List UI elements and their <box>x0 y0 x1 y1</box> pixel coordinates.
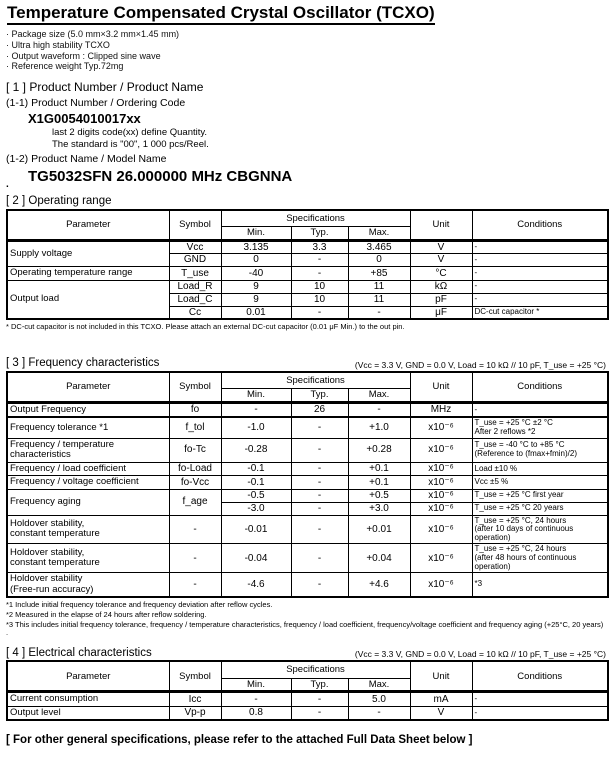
table-cell: x10⁻⁶ <box>410 573 472 598</box>
table-cell: - <box>472 692 608 707</box>
table-cell: 5.0 <box>348 692 410 707</box>
table-cell: Load ±10 % <box>472 462 608 476</box>
table-cell: - <box>291 692 348 707</box>
table-cell: °C <box>410 267 472 281</box>
table-row <box>7 402 608 417</box>
table-cell: -3.0 <box>221 502 291 515</box>
column-header: Specifications <box>221 210 410 227</box>
table-cell: Frequency tolerance *1 <box>7 417 169 438</box>
table-cell: -4.6 <box>221 573 291 598</box>
table-cell: x10⁻⁶ <box>410 438 472 462</box>
table-cell: x10⁻⁶ <box>410 476 472 490</box>
column-header: Symbol <box>169 372 221 403</box>
column-header: Parameter <box>7 210 169 241</box>
table-cell: x10⁻⁶ <box>410 502 472 515</box>
table-cell: *3 <box>472 573 608 598</box>
section-1-2-label: (1-2) Product Name / Model Name <box>6 153 167 166</box>
table-cell: mA <box>410 692 472 707</box>
table-cell: +0.04 <box>348 544 410 573</box>
table-cell: fo <box>169 402 221 417</box>
table-cell: -0.1 <box>221 462 291 476</box>
column-subheader: Max. <box>348 678 410 692</box>
column-subheader: Min. <box>221 389 291 403</box>
table-cell: - <box>348 306 410 319</box>
table-cell: -0.04 <box>221 544 291 573</box>
table-cell: x10⁻⁶ <box>410 489 472 502</box>
section-2-heading: [ 2 ] Operating range <box>6 195 112 208</box>
table-cell: - <box>472 706 608 720</box>
table-cell: x10⁻⁶ <box>410 462 472 476</box>
page-title-text: Temperature Compensated Crystal Oscillator (TCXO) <box>7 3 435 25</box>
table-cell: - <box>291 417 348 438</box>
column-subheader: Max. <box>348 227 410 241</box>
table-cell: 10 <box>291 293 348 306</box>
table-row <box>7 515 608 544</box>
table-row <box>7 706 608 720</box>
table-row <box>7 417 608 438</box>
table-cell: 11 <box>348 293 410 306</box>
table-cell: DC-cut capacitor * <box>472 306 608 319</box>
column-header: Specifications <box>221 372 410 389</box>
column-header: Conditions <box>472 210 608 241</box>
model-name: TG5032SFN 26.000000 MHz CBGNNA <box>28 168 293 186</box>
table-cell: V <box>410 706 472 720</box>
table-cell: 0 <box>221 254 291 267</box>
table-cell: +0.1 <box>348 462 410 476</box>
table-cell: Vp-p <box>169 706 221 720</box>
table-cell: Output load <box>7 280 169 319</box>
table-row <box>7 544 608 573</box>
table-cell: GND <box>169 254 221 267</box>
column-header: Conditions <box>472 661 608 692</box>
table-cell: - <box>291 462 348 476</box>
table-cell: V <box>410 240 472 254</box>
table-cell: fo-Load <box>169 462 221 476</box>
table-cell: - <box>348 402 410 417</box>
table-cell: 9 <box>221 280 291 293</box>
table-cell: x10⁻⁶ <box>410 544 472 573</box>
table-cell: 9 <box>221 293 291 306</box>
frequency-characteristics-table <box>6 371 609 598</box>
table-cell: 0.8 <box>221 706 291 720</box>
table-cell: 10 <box>291 280 348 293</box>
table-cell: - <box>291 706 348 720</box>
table-cell: - <box>472 267 608 281</box>
stray-dot: . <box>6 179 9 190</box>
table-cell: fo-Vcc <box>169 476 221 490</box>
table-cell: Vcc ±5 % <box>472 476 608 490</box>
table-cell: Frequency / temperature characteristics <box>7 438 169 462</box>
table-cell: +0.01 <box>348 515 410 544</box>
feature-item-package-size: · Package size (5.0 mm×3.2 mm×1.45 mm) <box>6 29 180 39</box>
section-3-heading-row <box>6 357 606 370</box>
table-cell: - <box>348 706 410 720</box>
table-row <box>7 438 608 462</box>
table-cell: 0 <box>348 254 410 267</box>
ordering-code-note-2: The standard is "00", 1 000 pcs/Reel. <box>52 139 209 151</box>
column-header: Parameter <box>7 372 169 403</box>
section-1-1-label: (1-1) Product Number / Ordering Code <box>6 97 186 110</box>
table-cell: - <box>472 293 608 306</box>
section-4-heading: [ 4 ] Electrical characteristics <box>6 646 152 659</box>
table-cell: 3.135 <box>221 240 291 254</box>
table-cell: Holdover stability, constant temperature <box>7 544 169 573</box>
table-cell: - <box>291 489 348 502</box>
table-cell: V <box>410 254 472 267</box>
table-cell: T_use <box>169 267 221 281</box>
table-cell: +0.28 <box>348 438 410 462</box>
table-cell: -0.1 <box>221 476 291 490</box>
column-subheader: Typ. <box>291 227 348 241</box>
column-subheader: Typ. <box>291 389 348 403</box>
feature-item-stability: · Ultra high stability TCXO <box>6 39 110 50</box>
table-cell: -0.5 <box>221 489 291 502</box>
table-cell: - <box>472 280 608 293</box>
table-cell: 3.3 <box>291 240 348 254</box>
table-row <box>7 692 608 707</box>
table-cell: f_age <box>169 489 221 515</box>
table-cell: T_use = +25 °C first year <box>472 489 608 502</box>
table-cell: Output Frequency <box>7 402 169 417</box>
table-cell: +0.1 <box>348 476 410 490</box>
table-cell: T_use = +25 °C 20 years <box>472 502 608 515</box>
table-row <box>7 240 608 254</box>
full-datasheet-reference-note: [ For other general specifications, please refer to the attached Full Data Sheet below ] <box>6 734 473 747</box>
column-header: Specifications <box>221 661 410 678</box>
table-cell: 26 <box>291 402 348 417</box>
table-cell: -0.28 <box>221 438 291 462</box>
table-row <box>7 489 608 502</box>
table-row <box>7 573 608 598</box>
table-cell: Current consumption <box>7 692 169 707</box>
column-header: Symbol <box>169 661 221 692</box>
table-cell: -1.0 <box>221 417 291 438</box>
table-cell: +85 <box>348 267 410 281</box>
feature-item-waveform: · Output waveform : Clipped sine wave <box>6 50 161 61</box>
table-row <box>7 462 608 476</box>
table-cell: f_tol <box>169 417 221 438</box>
table-cell: T_use = +25 °C, 24 hours (after 10 days of continuous operation) <box>472 515 608 544</box>
table-cell: x10⁻⁶ <box>410 417 472 438</box>
table-cell: - <box>291 476 348 490</box>
table-cell: - <box>291 544 348 573</box>
column-header: Unit <box>410 210 472 241</box>
column-header: Unit <box>410 661 472 692</box>
table-cell: - <box>291 573 348 598</box>
column-header: Unit <box>410 372 472 403</box>
table-cell: Load_C <box>169 293 221 306</box>
table-cell: -0.01 <box>221 515 291 544</box>
table-cell: - <box>472 254 608 267</box>
footnote-1: *1 Include initial frequency tolerance and frequency deviation after reflow cycles. <box>6 600 273 610</box>
column-header: Parameter <box>7 661 169 692</box>
table-cell: - <box>291 267 348 281</box>
column-subheader: Max. <box>348 389 410 403</box>
column-header: Conditions <box>472 372 608 403</box>
table-cell: Cc <box>169 306 221 319</box>
table-cell: T_use = -40 °C to +85 °C (Reference to (fmax+fmin)/2) <box>472 438 608 462</box>
table-cell: 3.465 <box>348 240 410 254</box>
ordering-code-note-1: last 2 digits code(xx) define Quantity. <box>52 127 208 139</box>
table-cell: - <box>221 692 291 707</box>
table-row <box>7 267 608 281</box>
table-cell: T_use = +25 °C, 24 hours (after 48 hours of continuous operation) <box>472 544 608 573</box>
table-row <box>7 476 608 490</box>
table-cell: Supply voltage <box>7 240 169 267</box>
table-cell: - <box>169 544 221 573</box>
table-cell: - <box>291 515 348 544</box>
table-cell: Icc <box>169 692 221 707</box>
table-cell: x10⁻⁶ <box>410 515 472 544</box>
ordering-code: X1G0054010017xx <box>28 111 141 127</box>
section-4-heading-row <box>6 647 606 660</box>
table-cell: Holdover stability (Free-run accuracy) <box>7 573 169 598</box>
table-cell: 0.01 <box>221 306 291 319</box>
feature-item-weight: · Reference weight Typ.72mg <box>6 61 124 72</box>
table-cell: +1.0 <box>348 417 410 438</box>
table-cell: Output level <box>7 706 169 720</box>
footnote-3: *3 This includes initial frequency tolerance, frequency / temperature characteristics, frequency / load coefficient, frequency/voltage coefficient and frequency aging (+25°C, 20 years) . <box>6 619 604 637</box>
section-3-heading: [ 3 ] Frequency characteristics <box>6 357 160 370</box>
table-cell: Frequency / voltage coefficient <box>7 476 169 490</box>
dc-cut-capacitor-footnote: * DC-cut capacitor is not included in this TCXO. Please attach an external DC-cut capacitor (0.01 μF Min.) to the out pin. <box>6 322 405 332</box>
table-cell: Holdover stability, constant temperature <box>7 515 169 544</box>
table-cell: 11 <box>348 280 410 293</box>
table-cell: - <box>291 438 348 462</box>
footnote-2: *2 Measured in the elapse of 24 hours after reflow soldering. <box>6 609 207 619</box>
operating-range-table <box>6 209 609 321</box>
table-cell: - <box>291 306 348 319</box>
table-cell: μF <box>410 306 472 319</box>
table-cell: - <box>472 402 608 417</box>
table-cell: -40 <box>221 267 291 281</box>
table-cell: Frequency aging <box>7 489 169 515</box>
table-cell: MHz <box>410 402 472 417</box>
table-cell: kΩ <box>410 280 472 293</box>
electrical-characteristics-table <box>6 660 609 721</box>
table-cell: Vcc <box>169 240 221 254</box>
table-cell: Frequency / load coefficient <box>7 462 169 476</box>
table-cell: - <box>221 402 291 417</box>
section-1-heading: [ 1 ] Product Number / Product Name <box>6 80 204 95</box>
frequency-footnotes <box>6 601 606 637</box>
table-cell: - <box>291 254 348 267</box>
column-header: Symbol <box>169 210 221 241</box>
column-subheader: Min. <box>221 678 291 692</box>
column-subheader: Typ. <box>291 678 348 692</box>
table-cell: T_use = +25 °C ±2 °C After 2 reflows *2 <box>472 417 608 438</box>
page-title <box>7 3 606 22</box>
table-row <box>7 280 608 293</box>
column-subheader: Min. <box>221 227 291 241</box>
feature-list <box>6 29 606 72</box>
table-cell: - <box>291 502 348 515</box>
table-cell: Operating temperature range <box>7 267 169 281</box>
table-cell: Load_R <box>169 280 221 293</box>
section-3-test-condition: (Vcc = 3.3 V, GND = 0.0 V, Load = 10 kΩ // 10 pF, T_use = +25 °C) <box>354 359 606 370</box>
table-cell: +0.5 <box>348 489 410 502</box>
section-4-test-condition: (Vcc = 3.3 V, GND = 0.0 V, Load = 10 kΩ // 10 pF, T_use = +25 °C) <box>354 649 606 660</box>
table-cell: - <box>169 515 221 544</box>
table-cell: +4.6 <box>348 573 410 598</box>
table-cell: - <box>169 573 221 598</box>
table-cell: - <box>472 240 608 254</box>
table-cell: pF <box>410 293 472 306</box>
table-cell: +3.0 <box>348 502 410 515</box>
table-cell: fo-Tc <box>169 438 221 462</box>
